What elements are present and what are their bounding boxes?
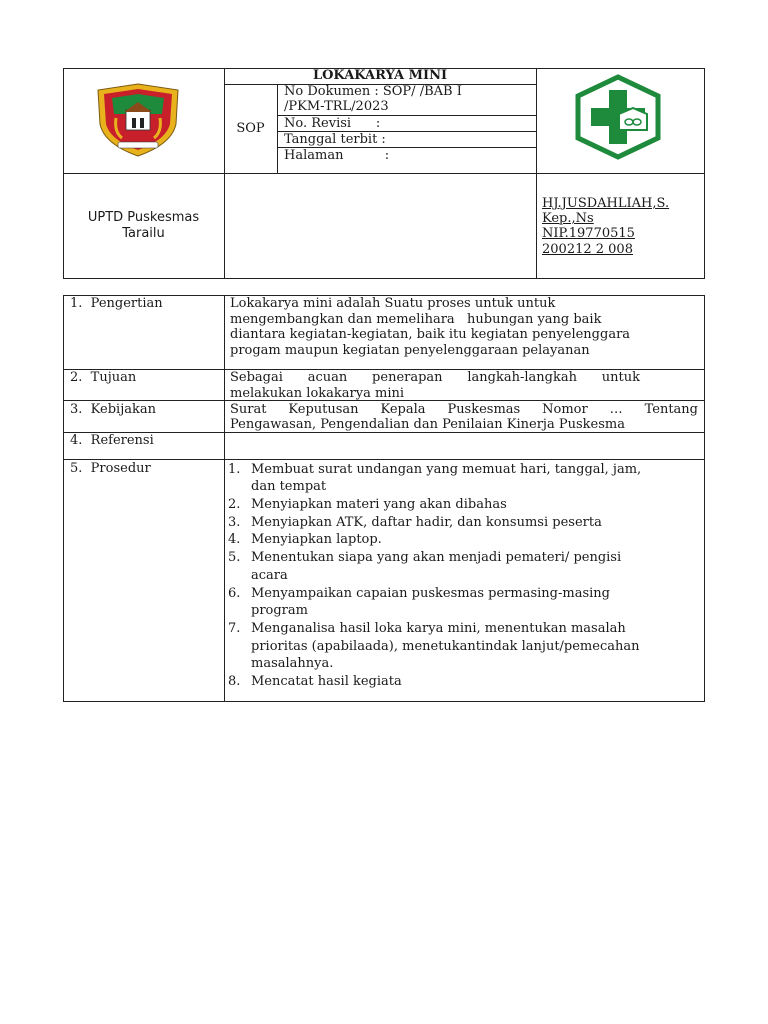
document-number: No Dokumen : SOP/ /BAB I <box>284 84 462 99</box>
list-item-text: prioritas (apabilaada), menetukantindak lanjut/pemecahan <box>251 639 640 654</box>
list-item-text: Membuat surat undangan yang memuat hari, tanggal, jam, <box>251 462 642 477</box>
list-item-number: 7. <box>228 621 241 636</box>
pengertian-text: mengembangkan dan memelihara hubungan yang baik <box>230 312 602 327</box>
signer-name-cont: Kep.,Ns <box>542 211 594 226</box>
signer-name: HJ.JUSDAHLIAH,S. <box>542 196 670 211</box>
organization-name: UPTD Puskesmas <box>87 210 200 225</box>
content-divider <box>224 295 225 702</box>
list-item-text: Menentukan siapa yang akan menjadi pemateri/ pengisi <box>251 550 622 565</box>
list-item-text: masalahnya. <box>251 656 334 671</box>
list-item-number: 6. <box>228 586 241 601</box>
section-label-referensi: 4. Referensi <box>70 433 154 448</box>
tujuan-text: melakukan lokakarya mini <box>230 386 405 401</box>
list-item-text: Menyiapkan laptop. <box>251 532 382 547</box>
section-label-prosedur: 5. Prosedur <box>70 461 151 476</box>
list-item-text: Menyiapkan materi yang akan dibahas <box>251 497 507 512</box>
kebijakan-text: Pengawasan, Pengendalian dan Penilaian Kinerja Puskesma <box>230 417 625 432</box>
pengertian-text: Lokakarya mini adalah Suatu proses untuk untuk <box>230 296 556 311</box>
section-label-kebijakan: 3. Kebijakan <box>70 402 156 417</box>
tujuan-text: Sebagai acuan penerapan langkah-langkah untuk <box>230 370 640 385</box>
signer-nip: NIP.19770515 <box>542 226 635 241</box>
sop-label: SOP <box>236 121 265 136</box>
list-item-text: Menyampaikan capaian puskesmas permasing-masing <box>251 586 610 601</box>
section-label-pengertian: 1. Pengertian <box>70 296 163 311</box>
organization-name-cont: Tarailu <box>122 226 165 241</box>
list-item-number: 5. <box>228 550 241 565</box>
list-item-text: dan tempat <box>251 479 327 494</box>
issue-date: Tanggal terbit : <box>284 132 386 147</box>
page-number: Halaman : <box>284 148 390 163</box>
list-item-text: Menyiapkan ATK, daftar hadir, dan konsumsi peserta <box>251 515 602 530</box>
list-item-number: 8. <box>228 674 241 689</box>
list-item-text: Mencatat hasil kegiata <box>251 674 402 689</box>
header-divider <box>63 173 705 174</box>
content-divider <box>63 459 705 460</box>
section-label-tujuan: 2. Tujuan <box>70 370 137 385</box>
puskesmas-logo <box>573 74 663 160</box>
document-number-cont: /PKM-TRL/2023 <box>284 99 389 114</box>
pengertian-text: progam maupun kegiatan penyelenggaraan pelayanan <box>230 343 590 358</box>
document-title: LOKAKARYA MINI <box>312 68 448 83</box>
list-item-text: acara <box>251 568 288 583</box>
kebijakan-text: Surat Keputusan Kepala Puskesmas Nomor … Tentang <box>230 402 698 417</box>
list-item-text: Menganalisa hasil loka karya mini, menentukan masalah <box>251 621 626 636</box>
list-item-number: 4. <box>228 532 241 547</box>
list-item-text: program <box>251 603 308 618</box>
pengertian-text: diantara kegiatan-kegiatan, baik itu kegiatan penyelenggara <box>230 327 631 342</box>
list-item-number: 3. <box>228 515 241 530</box>
signer-nip-cont: 200212 2 008 <box>542 242 633 257</box>
regional-emblem-logo <box>92 80 184 160</box>
revision-number: No. Revisi : <box>284 116 381 131</box>
list-item-number: 2. <box>228 497 241 512</box>
list-item-number: 1. <box>228 462 241 477</box>
header-divider <box>277 84 278 173</box>
